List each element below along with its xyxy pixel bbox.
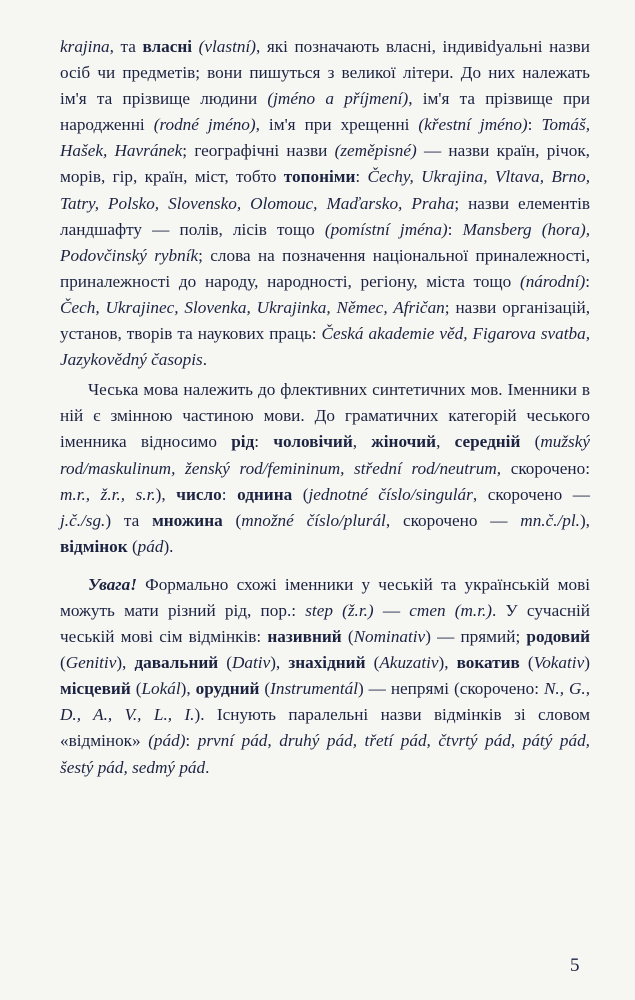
- text-run: , ім'я при хрещенні: [255, 115, 419, 135]
- text-run: рід: [231, 432, 255, 452]
- text-run: (jméno a příjmení): [267, 89, 409, 109]
- text-run: Čechy, Ukrajina, Vltava, Brno, Tatry, Polsko, Slovensko, Olomouc, Maďarsko, Praha: [60, 167, 591, 213]
- text-run: :: [221, 484, 238, 504]
- text-run: (pomístní jména): [324, 219, 448, 239]
- text-run: власні: [142, 37, 193, 56]
- text-run: .: [205, 757, 210, 777]
- text-run: ; назви елементів ландшафту — полів, лісів тощо: [60, 193, 590, 239]
- text-run: :: [185, 731, 198, 751]
- text-run: (: [520, 432, 541, 452]
- text-run: m.r., ž.r., s.r.: [60, 484, 156, 504]
- text-run: Česká akademie věd, Figarova svatba, Jazykovědný časopis: [60, 324, 590, 370]
- text-run: :: [527, 115, 542, 135]
- text-run: ),: [116, 653, 135, 673]
- text-run: (rodné jméno): [153, 115, 256, 135]
- text-run: .: [202, 350, 207, 370]
- text-run: pád: [137, 536, 164, 556]
- text-run: ),: [579, 510, 590, 530]
- text-run: родовий: [526, 627, 591, 647]
- text-run: знахідний: [288, 653, 366, 673]
- text-run: ). Існують паралельні назви відмінків зі словом «відмінок»: [60, 705, 590, 751]
- text-run: (: [218, 653, 233, 673]
- text-run: множина: [152, 510, 223, 530]
- text-run: однина: [237, 484, 293, 504]
- text-run: ; слова на позначення національної приналежності, приналежності до народу, народності, регіону, міста тощо: [60, 245, 591, 291]
- text-run: ; географічні назви: [182, 141, 335, 161]
- text-run: , ім'я та прізвище при народженні: [60, 89, 590, 135]
- text-run: (: [222, 510, 242, 530]
- text-run: відмінок: [60, 536, 128, 556]
- text-run: ,: [436, 432, 455, 452]
- text-run: (: [519, 653, 534, 673]
- text-run: , скорочено —: [385, 510, 521, 530]
- text-run: ; назви організацій, установ, творів та наукових праць:: [60, 297, 590, 344]
- text-run: :: [447, 219, 463, 239]
- text-run: Vokativ: [533, 653, 585, 673]
- text-run: ): [584, 653, 590, 673]
- text-run: середній: [454, 432, 521, 452]
- text-run: ),: [270, 653, 289, 673]
- text-run: Dativ: [232, 653, 271, 673]
- text-run: :: [355, 167, 368, 187]
- text-run: (pád): [148, 731, 186, 751]
- text-run: step (ž.r.): [305, 600, 374, 620]
- text-run: Nominativ: [353, 627, 426, 647]
- text-run: ,: [352, 432, 372, 452]
- text-run: (vlastní): [198, 37, 256, 56]
- text-run: ),: [438, 653, 457, 673]
- text-run: , які позначають власні, індивіdуальні назви осіб чи предметів; вони пишуться з великої літери. До них належать ім'я та прізвище людини: [60, 37, 590, 109]
- text-run: Mansberg (hora), Podovčinský rybník: [60, 219, 590, 265]
- text-run: množné číslo/plurál: [241, 510, 386, 530]
- text-run: —: [373, 600, 410, 620]
- text-run: mužský rod/maskulinum, ženský rod/femininum, střední rod/neutrum,: [60, 432, 590, 478]
- text-run: , скорочено —: [472, 484, 590, 504]
- text-run: . У сучасній чеській мові сім відмінків:: [60, 600, 591, 647]
- page-body: [60, 34, 590, 781]
- text-run: Tomáš, Hašek, Havránek: [60, 115, 591, 161]
- text-run: жіночий: [371, 432, 437, 452]
- text-run: скорочено:: [501, 458, 590, 478]
- text-run: називний: [267, 627, 342, 647]
- text-run: орудний: [195, 679, 260, 699]
- text-run: krajina: [60, 37, 110, 56]
- text-run: ) — непрямі (скорочено:: [357, 679, 544, 699]
- text-run: (: [292, 484, 309, 504]
- text-run: Чеська мова належить до флективних синтетичних мов. Іменники в ній є змінною частиною мови. До граматичних категорій чеського іменника відносимо: [60, 380, 590, 452]
- text-run: (křestní jméno): [418, 115, 528, 135]
- text-run: вокатив: [456, 653, 520, 673]
- text-run: степ (m.r.): [409, 600, 493, 620]
- text-run: — назви країн, річок, морів, гір, країн, міст, тобто: [60, 141, 590, 187]
- text-run: ),: [155, 484, 177, 504]
- text-run: (zeměpisné): [334, 141, 417, 161]
- text-run: ) та: [105, 510, 153, 530]
- text-run: число: [176, 484, 222, 504]
- text-run: (: [127, 536, 138, 556]
- text-run: ).: [163, 536, 174, 556]
- text-run: Akuzativ: [379, 653, 439, 673]
- text-run: Instrumentál: [270, 679, 358, 699]
- paragraph-attention-cases: [60, 572, 590, 781]
- text-run: Формально схожі іменники у чеській та українській мові можуть мати різний рід, пор.:: [60, 574, 590, 620]
- page-number: 5: [570, 955, 580, 976]
- text-run: місцевий: [60, 679, 131, 699]
- text-run: топоніми: [283, 167, 356, 187]
- text-run: j.č./sg.: [60, 510, 106, 530]
- text-run: (: [60, 653, 66, 673]
- text-run: Genitiv: [65, 653, 117, 673]
- text-run: :: [585, 271, 590, 291]
- text-run: ) — прямий;: [425, 627, 527, 647]
- text-run: (: [259, 679, 271, 699]
- text-run: mn.č./pl.: [520, 510, 580, 530]
- text-run: první pád, druhý pád, třetí pád, čtvrtý pád, pátý pád, šestý pád, sedmý pád: [60, 731, 590, 777]
- text-run: ),: [180, 679, 196, 699]
- text-run: N., G., D., A., V., L., I.: [60, 679, 590, 725]
- text-run: Увага!: [88, 574, 137, 594]
- text-run: jednotné číslo/singulár: [308, 484, 473, 504]
- text-run: [192, 37, 199, 56]
- text-run: (: [341, 627, 354, 647]
- text-run: чоловічий: [273, 432, 353, 452]
- text-run: (: [130, 679, 142, 699]
- paragraph-proper-nouns: [60, 34, 590, 373]
- text-run: (národní): [519, 271, 586, 291]
- text-run: давальний: [134, 653, 219, 673]
- text-run: Lokál: [141, 679, 181, 699]
- text-run: Čech, Ukrajinec, Slovenka, Ukrajinka, Němec, Afričan: [60, 297, 445, 317]
- paragraph-noun-categories: [60, 377, 590, 560]
- text-run: :: [254, 432, 274, 452]
- text-run: (: [365, 653, 380, 673]
- text-run: , та: [109, 37, 143, 56]
